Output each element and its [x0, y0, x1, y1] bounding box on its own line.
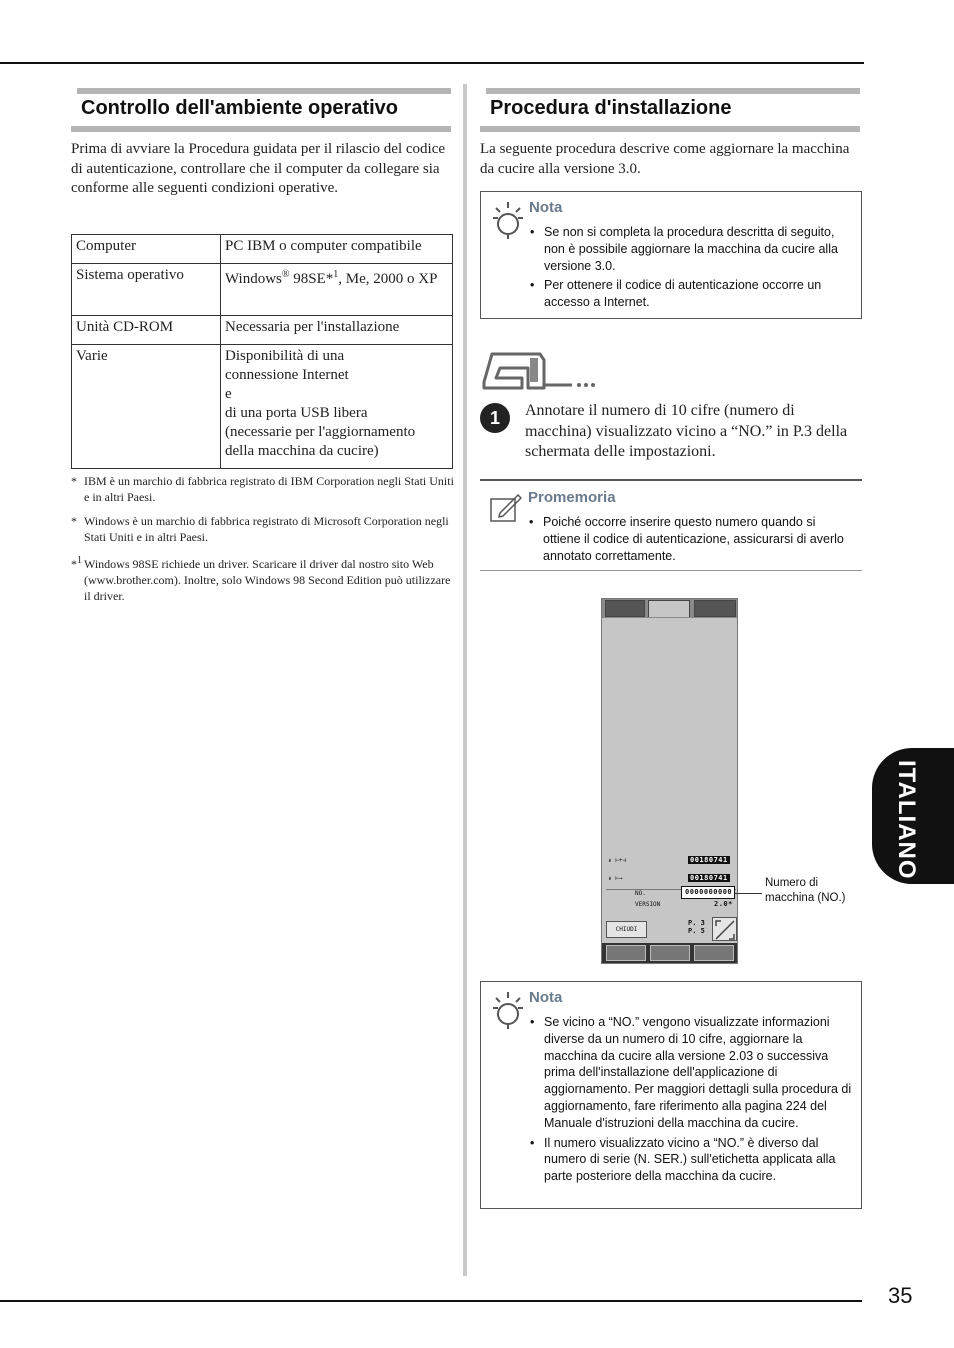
machine-number-callout: Numero di macchina (NO.) — [765, 877, 846, 904]
screen-tab-bar — [602, 599, 737, 618]
version-value: 2.0* — [714, 900, 733, 908]
lightbulb-icon — [491, 990, 523, 1030]
version-label: VERSION — [635, 901, 661, 908]
section-heading-right — [480, 88, 860, 132]
bottom-rule — [0, 1300, 862, 1302]
memo-label: Promemoria — [528, 489, 616, 506]
section-title-environment: Controllo dell'ambiente operativo — [81, 97, 399, 119]
footnote-win98se: *$^1$ Windows 98SE richiede un driver. Scaricare il driver dal nostro sito Web (www.brother.com). Inoltre, solo Windows 98 Second Edition può utilizzare il driver. — [71, 555, 451, 603]
bottom-button-1[interactable] — [606, 945, 646, 961]
step-number: 1 — [480, 403, 510, 433]
table-key: Computer — [72, 235, 221, 264]
machine-number-value: 0000000000 — [685, 888, 733, 896]
section-heading-left — [71, 88, 451, 132]
total-count-value: 00180741 — [690, 874, 728, 882]
footnote-ibm: * IBM è un marchio di fabbrica registrato di IBM Corporation negli Stati Uniti e in altri Paesi. — [71, 474, 454, 504]
table-value: Disponibilità di una connessione Internet e di una porta USB libera (necessarie per l'aggiornamento della macchina da cucire) — [221, 345, 453, 469]
page-turn-button[interactable] — [712, 917, 737, 941]
table-value: Necessaria per l'installazione — [221, 316, 453, 345]
table-key: Unità CD-ROM — [72, 316, 221, 345]
requirements-table — [71, 234, 453, 469]
list-item: • Se non si completa la procedura descritta di seguito, non è possibile aggiornare la macchina da cucire alla versione 3.0. — [529, 224, 853, 274]
lightbulb-icon — [491, 200, 523, 240]
table-row — [72, 235, 453, 264]
note-box-1 — [480, 191, 862, 319]
note-list — [529, 224, 853, 314]
table-value: Windows® 98SE*$^1$, Me, 2000 o XP — [221, 264, 453, 316]
bottom-button-2[interactable] — [650, 945, 690, 961]
settings-screen-illustration — [601, 598, 738, 964]
screen-tab-mode — [694, 600, 736, 617]
table-row — [72, 316, 453, 345]
column-divider — [463, 84, 467, 1276]
bottom-button-3[interactable] — [694, 945, 734, 961]
close-button[interactable]: CHIUDI — [606, 921, 647, 938]
section-title-installation: Procedura d'installazione — [490, 97, 732, 119]
table-row — [72, 264, 453, 316]
page-number: 35 — [888, 1283, 913, 1308]
table-row — [72, 345, 453, 469]
language-side-tab — [872, 748, 954, 884]
page-indicator: P. 3 P. 5 — [688, 919, 705, 935]
list-item: • Poiché occorre inserire questo numero quando si ottiene il codice di autenticazione, assicurarsi di averlo annotato correttamente. — [528, 514, 854, 564]
note-box-2 — [480, 981, 862, 1209]
row-total-count-icon: ⇟ ⊢→ — [608, 875, 623, 882]
top-rule — [0, 62, 864, 64]
no-label: NO. — [635, 890, 646, 897]
step-text: Annotare il numero di 10 cifre (numero di macchina) visualizzato vicino a “NO.” in P.3 della schermata delle impostazioni. — [525, 402, 848, 460]
list-item: • Il numero visualizzato vicino a “NO.” è diverso dal numero di serie (N. SER.) sull'etichetta applicata alla parte posteriore della macchina da cucire. — [529, 1135, 853, 1185]
intro-paragraph-left: Prima di avviare la Procedura guidata per il rilascio del codice di autenticazione, controllare che il computer da collegare sia conforme alle seguenti condizioni operative. — [71, 141, 446, 196]
memo-pencil-icon — [490, 493, 522, 523]
stitch-count-value: 00180741 — [690, 856, 728, 864]
row-stitch-count-icon: ⇟ ⊢+⊣ — [608, 857, 627, 864]
table-value: PC IBM o computer compatibile — [221, 235, 453, 264]
table-key: Sistema operativo — [72, 264, 221, 316]
sewing-machine-icon — [482, 352, 602, 396]
screen-bottom-bar — [602, 943, 737, 963]
callout-line — [734, 893, 762, 894]
footnote-windows: * Windows è un marchio di fabbrica registrato di Microsoft Corporation negli Stati Uniti e in altri Paesi. — [71, 514, 449, 544]
screen-tab-general — [605, 600, 645, 617]
memo-box — [480, 479, 862, 571]
list-item: • Se vicino a “NO.” vengono visualizzate informazioni diverse da un numero di 10 cifre, aggiornare la macchina da cucire alla versione 2.03 o successiva prima dell'installazione dell'applicazione di aggiornamento. Per maggiori dettagli sulla procedura di aggiornamento, fare riferimento alla pagina 224 del Manuale d'istruzioni della macchina da cucire. — [529, 1014, 853, 1132]
screen-tab-embroidery — [648, 600, 690, 617]
note-label: Nota — [529, 199, 563, 216]
note-label: Nota — [529, 989, 563, 1006]
table-key: Varie — [72, 345, 221, 469]
page-turn-icon — [713, 918, 738, 942]
list-item: • Per ottenere il codice di autenticazione occorre un accesso a Internet. — [529, 277, 853, 311]
note-list — [529, 1014, 853, 1188]
intro-paragraph-right: La seguente procedura descrive come aggiornare la macchina da cucire alla versione 3.0. — [480, 141, 850, 177]
language-side-tab-label: ITALIANO — [893, 760, 920, 880]
memo-list — [528, 514, 854, 567]
